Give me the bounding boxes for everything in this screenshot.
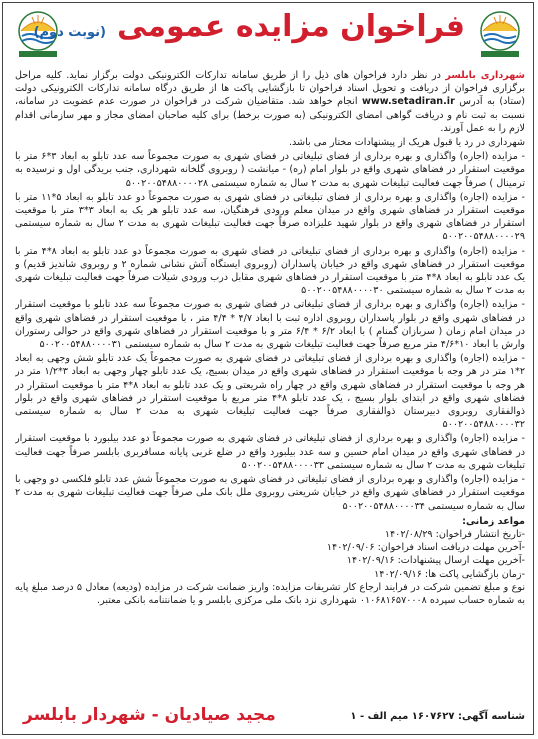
auction-item-1: - مزایده (اجاره) واگذاری و بهره برداری از فضای تبلیغاتی در فضای شهری به صورت مجموعاً سه عدد تابلو به ابعاد ۳*۶ متر با موقعیت استقرار در فضاهای شهری واقع در بلوار امام (ره) - میانشت ( روبروی گلخانه شهرداری، جنب بریدگی اول و نرسیده به ترمینال ) صرفاً جهت فعالیت تبلیغات شهری به مدت ۲ سال به شماره سیستمی ۵۰۰۲۰۰۵۴۸۸۰۰۰۰۲۸ (15, 151, 525, 189)
auction-item-6: - مزایده (اجاره) واگذاری و بهره برداری از فضای تبلیغاتی در فضای شهری به صورت مجموعاً دو عدد بیلبورد با موقعیت استقرار در فضاهای شهری واقع در میدان امام حسین و سه عدد بیلبورد واقع در ضلع غربی پایانه مسافربری بابلسر صرفاً جهت فعالیت تبلیغات شهری به مدت ۲ سال به شماره سیستمی ۵۰۰۲۰۰۵۴۸۸۰۰۰۰۳۳ (15, 433, 525, 471)
schedule-heading: مواعد زمانی: (462, 515, 525, 527)
round-label: (نوبت دوم) (33, 25, 106, 40)
notice-header (3, 3, 535, 65)
notice-frame (2, 2, 534, 735)
org-name: شهرداری بابلسر (445, 70, 525, 81)
signature-row (15, 703, 525, 731)
schedule-row-opening: -زمان بازگشایی پاکت ها: ۱۴۰۲/۰۹/۱۶ (374, 568, 525, 580)
guarantee-paragraph: نوع و مبلغ تضمین شرکت در فرایند ارجاع کار تشریفات مزایده: واریز ضمانت شرکت در مزایده (ودیعه) معادل ۵ درصد مبلغ پایه به شماره حساب سپرده ۰۱۰۶۸۱۶۵۷۰۰۰۸ شهرداری نزد بانک ملی مرکزی بابلسر و یا ضمانتنامه بانکی معتبر. (15, 581, 525, 606)
schedule-section (15, 515, 525, 581)
auction-item-4: - مزایده (اجاره) واگذاری و بهره برداری از فضای تبلیغاتی در فضای شهری به صورت مجموعاً سه عدد تابلو با موقعیت استقرار در فضاهای شهری واقع در بلوار پاسداران روبروی اداره ثبت با ابعاد ۴/۷ * ۴/۴ متر ، با موقعیت استقرار در فضاهای شهری واقع در میدان امام زمان ( سربازان گمنام ) با ابعاد ۶/۲ * ۶/۴ متر و با موقعیت استقرار در فضاهای شهری واقع در حوالی رستوران وارش با ابعاد ۱۰*۴/۶ متر مربع صرفاً جهت فعالیت تبلیغات شهری به مدت ۲ سال به شماره سیستمی ۵۰۰۲۰۰۵۴۸۸۰۰۰۰۳۱ (15, 299, 525, 351)
municipality-logo-right (471, 9, 529, 59)
setad-url-link[interactable]: www.setadiran.ir (362, 96, 455, 108)
notice-title (33, 9, 465, 44)
intro-line-2-post: انجام خواهد شد. متقاضیان شرکت در فراخوان در صورت عدم عضویت در سامانه، نسبت به ثبت نام و دریافت گواهی امضای الکترونیکی (به صورت برخط) برای کلیه صاحبان امضای مجاز و مهر سازمانی اقدام لازم را به عمل آورند. (15, 96, 525, 134)
intro-line-2-pre: کلیه مراحل برگزاری فراخوان از دریافت و تحویل اسناد فراخوان تا بازگشایی پاکت ها از طریق درگاه سامانه تدارکات الکترونیکی دولت (ستاد) به آدرس (15, 70, 525, 108)
schedule-row-submit-deadline: -آخرین مهلت ارسال پیشنهادات: ۱۴۰۲/۰۹/۱۶ (346, 555, 525, 567)
notice-body (15, 69, 525, 669)
auction-item-7: - مزایده (اجاره) واگذاری و بهره برداری از فضای تبلیغاتی در فضای شهری به صورت مجموعاً شش عدد تابلو فلکسی دو وجهی با موقعیت استقرار در فضاهای شهری واقع در خیابان شریعتی روبروی ملل بانک ملی صرفاً جهت فعالیت تبلیغات شهری به مدت ۲ سال به شماره سیستمی ۵۰۰۲۰۰۵۴۸۸۰۰۰۰۳۴ (15, 474, 525, 512)
title-text: فراخوان مزایده عمومی (117, 9, 465, 44)
intro-line-3: شهرداری در رد یا قبول هریک از پیشنهادات مختار می باشد. (288, 137, 525, 149)
intro-line-1: در نظر دارد فراخوان های ذیل را از طریق سامانه تدارکات الکترونیکی دولت برگزار نماید. (66, 70, 446, 81)
auction-item-5: - مزایده (اجاره) واگذاری و بهره برداری از فضای تبلیغاتی در فضای شهری به صورت مجموعاً یک عدد تابلو شش وجهی به ابعاد ۲*۱ متر در هر وجه با موقعیت استقرار در فضاهای شهری واقع در میدان بسیج، یک عدد تابلو چهار وجهی به ابعاد ۳*۱/۲ متر در هر وجه با موقعیت استقرار در فضاهای شهری واقع در چهار راه شریعتی و یک عدد تابلو به ابعاد ۸*۴ متر با موقعیت استقرار در فضاهای شهری واقع در ابتدای بلوار بسیج ، یک عدد تابلو ۸*۴ متر مربع با موقعیت استقرار در فضاهای شهری واقع در بلوار ذوالفقاری روبروی دبیرستان ذوالفقاری صرفاً جهت فعالیت تبلیغات شهری به مدت ۲ سال به شماره سیستمی ۵۰۰۲۰۰۵۴۸۸۰۰۰۰۳۲ (15, 353, 525, 431)
auction-item-3: - مزایده (اجاره) واگذاری و بهره برداری از فضای تبلیغاتی در فضای شهری به صورت مجموعاً دو عدد تابلو به ابعاد ۸*۴ متر با موقعیت استقرار در فضاهای شهری واقع در خیابان پاسداران (روبروی ایستگاه آتش نشانی شماره ۲ و روبروی شاندیز قدیم) و یک عدد تابلو به ابعاد ۸*۴ متر با موقعیت استقرار در فضاهای شهری مقابل درب ورودی شیلات صرفاً جهت فعالیت تبلیغات شهری به مدت ۲ سال به شماره سیستمی ۵۰۰۲۰۰۵۴۸۸۰۰۰۰۳۰ (15, 245, 525, 297)
auction-item-2: - مزایده (اجاره) واگذاری و بهره برداری از فضای تبلیغاتی در فضای شهری به صورت مجموعاً دو عدد تابلو به ابعاد ۵*۱۱ متر با موقعیت استقرار در فضاهای شهری واقع در میدان معلم ورودی فرهنگیان، سه عدد تابلو هر یک به ابعاد ۳*۳ متر با موقعیت استقرار در فضاهای شهری واقع در بلوار شهید علیزاده صرفاً جهت فعالیت تبلیغات شهری به مدت ۲ سال به شماره سیستمی ۵۰۰۲۰۰۵۴۸۸۰۰۰۰۲۹ (15, 191, 525, 243)
ad-code: شناسه آگهی: ۱۶۰۷۶۲۷ میم الف - ۱ (350, 711, 525, 722)
schedule-row-publish: -تاریخ انتشار فراخوان: ۱۴۰۲/۰۸/۲۹ (384, 528, 525, 540)
intro-paragraph (15, 69, 525, 135)
mayor-signature: مجید صیادیان - شهردار بابلسر (23, 705, 276, 725)
schedule-row-docs-deadline: -آخرین مهلت دریافت اسناد فراخوان: ۱۴۰۲/۰۹/۰۶ (326, 542, 525, 554)
